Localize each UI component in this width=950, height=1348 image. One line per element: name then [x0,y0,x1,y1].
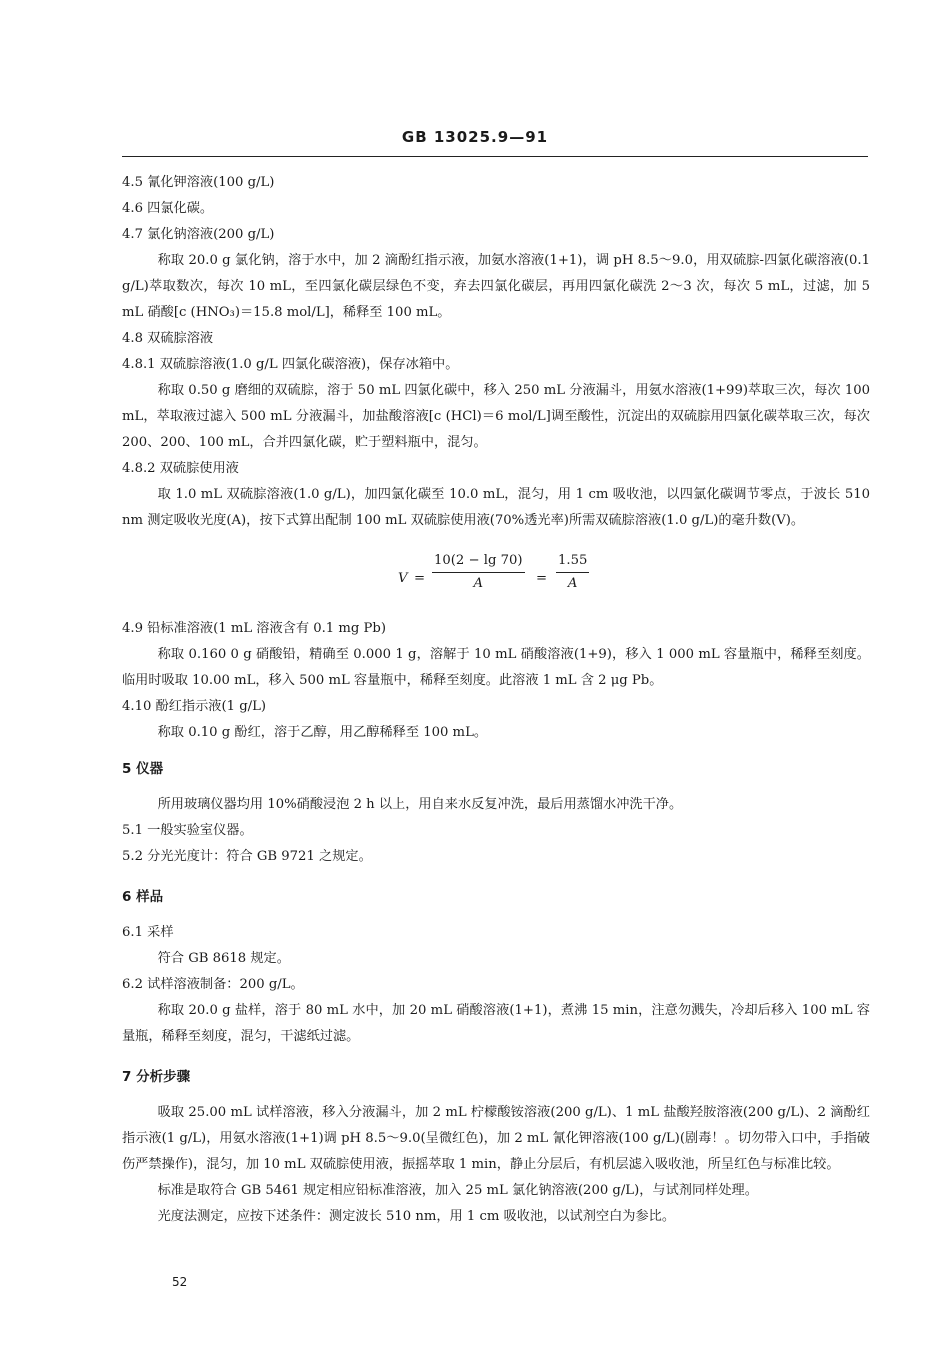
section-4-8-1: 4.8.1 双硫腙溶液(1.0 g/L 四氯化碳溶液)，保存冰箱中。 [122,357,459,372]
section-6-2-body: 称取 20.0 g 盐样，溶于 80 mL 水中，加 20 mL 硝酸溶液(1+1)，煮沸 15 min，注意勿溅失，冷却后移入 100 mL 容量瓶，稀释至刻度，混匀，干滤纸过滤。 [122,1003,870,1044]
spacer [122,910,870,920]
formula-fraction-1 [432,550,525,595]
section-4-7: 4.7 氯化钠溶液(200 g/L) [122,227,275,242]
formula-numerator-2: 1.55 [556,550,589,573]
section-7-body-3: 光度法测定，应按下述条件：测定波长 510 nm，用 1 cm 吸收池，以试剂空白为参比。 [157,1209,676,1224]
section-4-6: 4.6 四氯化碳。 [122,201,214,216]
section-5-heading: 5 仪器 [122,761,164,777]
formula-lhs: V [398,571,408,586]
section-5-1: 5.1 一般实验室仪器。 [122,823,253,838]
section-5-2: 5.2 分光光度计：符合 GB 9721 之规定。 [122,849,372,864]
section-4-8-1-body: 称取 0.50 g 磨细的双硫腙，溶于 50 mL 四氯化碳中，移入 250 mL 分液漏斗，用氨水溶液(1+99)萃取三次，每次 100 mL，萃取液过滤入 500 mL 分液漏斗，加盐酸溶液[c (HCl)＝6 mol/L]调至酸性，沉淀出的双硫腙用四氯化碳萃取三次，每次 200、200、100 mL，合并四氯化碳，贮于塑料瓶中，混匀。 [122,383,870,450]
document-body [122,170,870,1230]
section-7-body-2: 标准是取符合 GB 5461 规定相应铅标准溶液，加入 25 mL 氯化钠溶液(200 g/L)，与试剂同样处理。 [157,1183,758,1198]
standard-number-header: GB 13025.9—91 [401,128,549,146]
spacer [122,746,870,756]
section-7-heading: 7 分析步骤 [122,1069,191,1085]
section-6-heading: 6 样品 [122,889,164,905]
formula-denominator-1: A [473,576,484,591]
section-4-10: 4.10 酚红指示液(1 g/L) [122,699,267,714]
section-4-10-body: 称取 0.10 g 酚红，溶于乙醇，用乙醇稀释至 100 mL。 [157,725,488,740]
formula-equals-1: = [414,571,426,586]
page-number: 52 [172,1275,188,1289]
section-6-2: 6.2 试样溶液制备：200 g/L。 [122,977,304,992]
spacer [122,870,870,884]
formula-equals-2: = [536,571,548,586]
section-7-body-1: 吸取 25.00 mL 试样溶液，移入分液漏斗，加 2 mL 柠檬酸铵溶液(200 g/L)、1 mL 盐酸羟胺溶液(200 g/L)、2 滴酚红指示液(1 g/L)，用氨水溶液(1+1)调 pH 8.5～9.0(呈微红色)，加 2 mL 氰化钾溶液(100 g/L)(剧毒！。切勿带入口中，手指破伤严禁操作)，混匀，加 10 mL 双硫腙使用液，振摇萃取 1 min，静止分层后，有机层滤入吸收池，所呈红色与标准比较。 [122,1105,870,1172]
section-6-1-body: 符合 GB 8618 规定。 [157,951,290,966]
spacer [122,1090,870,1100]
spacer [122,782,870,792]
section-4-8: 4.8 双硫腙溶液 [122,331,214,346]
section-5-body: 所用玻璃仪器均用 10%硝酸浸泡 2 h 以上，用自来水反复冲洗，最后用蒸馏水冲洗干净。 [157,797,683,812]
formula-denominator-2: A [567,576,578,591]
section-4-9: 4.9 铅标准溶液(1 mL 溶液含有 0.1 mg Pb) [122,621,386,636]
section-4-5: 4.5 氰化钾溶液(100 g/L) [122,175,275,190]
spacer [122,1050,870,1064]
header-rule [122,156,868,157]
formula-fraction-2 [556,550,589,595]
section-4-8-2: 4.8.2 双硫腙使用液 [122,461,239,476]
dithizone-volume-formula [122,550,870,608]
section-4-8-2-body: 取 1.0 mL 双硫腙溶液(1.0 g/L)，加四氯化碳至 10.0 mL，混匀，用 1 cm 吸收池，以四氯化碳调节零点，于波长 510 nm 测定吸收光度(A)，按下式算出配制 100 mL 双硫腙使用液(70%透光率)所需双硫腙溶液(1.0 g/L)的毫升数(V)。 [122,487,870,528]
section-6-1: 6.1 采样 [122,925,174,940]
section-4-9-body: 称取 0.160 0 g 硝酸铅，精确至 0.000 1 g，溶解于 10 mL 硝酸溶液(1+9)，移入 1 000 mL 容量瓶中，稀释至刻度。临用时吸取 10.00 mL，移入 500 mL 容量瓶中，稀释至刻度。此溶液 1 mL 含 2 μg Pb。 [122,647,870,688]
section-4-7-body: 称取 20.0 g 氯化钠，溶于水中，加 2 滴酚红指示液，加氨水溶液(1+1)，调 pH 8.5～9.0，用双硫腙-四氯化碳溶液(0.1 g/L)萃取数次，每次 10 mL，至四氯化碳层绿色不变，弃去四氯化碳层，再用四氯化碳洗 2～3 次，每次 5 mL，过滤，加 5 mL 硝酸[c (HNO₃)＝15.8 mol/L]，稀释至 100 mL。 [122,253,870,320]
formula-numerator-1: 10(2 − lg 70) [432,550,525,573]
